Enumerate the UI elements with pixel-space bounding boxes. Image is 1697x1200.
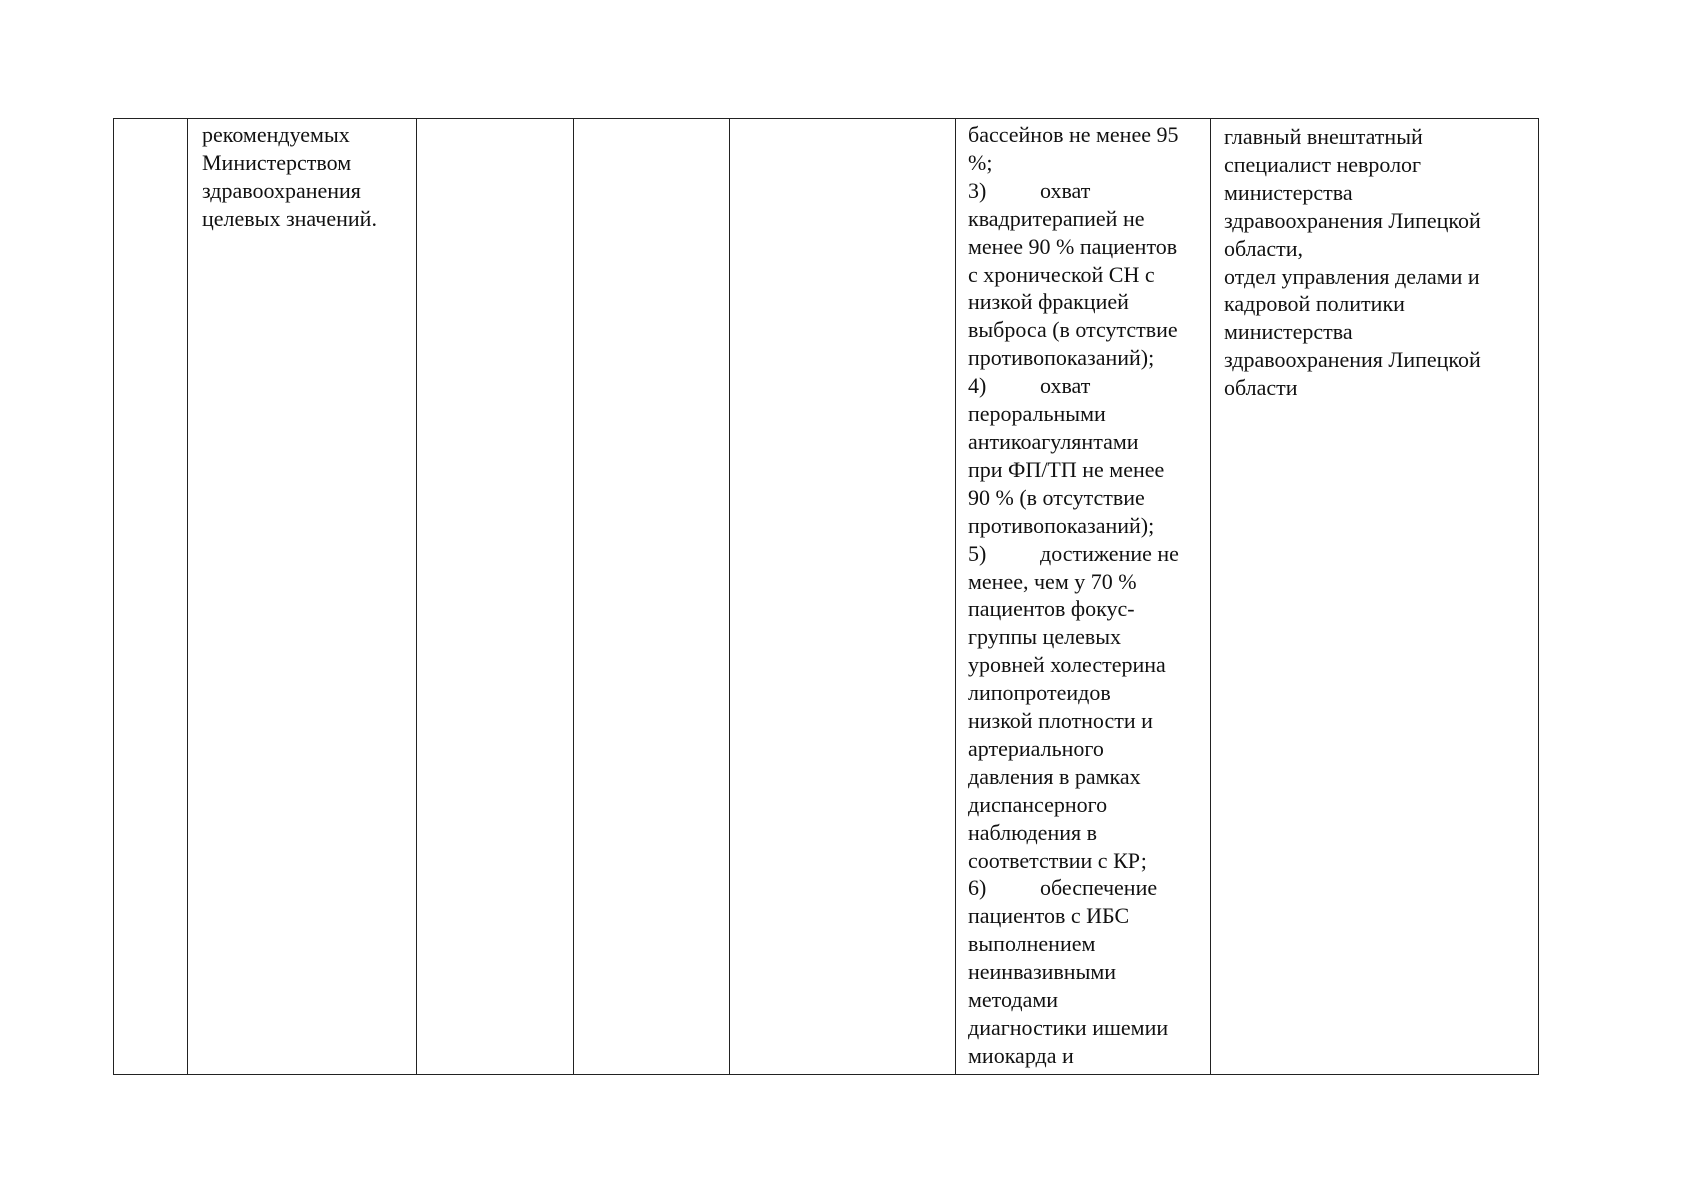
list-item-first-words: достижение не bbox=[1040, 540, 1179, 566]
text-line: 90 % (в отсутствие bbox=[968, 484, 1145, 510]
document-table bbox=[113, 118, 1539, 1075]
text-line: рекомендуемых bbox=[202, 122, 350, 147]
table-cell-responsible bbox=[1211, 119, 1539, 1075]
list-item-first-words: обеспечение bbox=[1040, 875, 1158, 901]
text-line: области bbox=[1224, 375, 1298, 401]
table-cell-empty-5 bbox=[730, 119, 956, 1075]
text-line: при ФП/ТП не менее bbox=[968, 456, 1165, 482]
target-values-text bbox=[188, 119, 416, 233]
text-line: неинвазивными bbox=[968, 959, 1117, 985]
responsible-text bbox=[1211, 119, 1538, 402]
text-line: методами bbox=[968, 987, 1059, 1013]
list-item-number: 4) bbox=[968, 373, 987, 399]
text-line: области, bbox=[1224, 235, 1304, 261]
text-line: с хронической СН с bbox=[968, 261, 1155, 287]
table-row bbox=[114, 119, 1539, 1075]
text-line: %; bbox=[968, 149, 993, 175]
text-line: пациентов фокус- bbox=[968, 596, 1135, 622]
text-line: выполнением bbox=[968, 931, 1096, 957]
text-line: бассейнов не менее 95 bbox=[968, 122, 1179, 147]
text-line: отдел управления делами и bbox=[1224, 263, 1480, 289]
text-line: давления в рамках bbox=[968, 763, 1141, 789]
indicators-text bbox=[956, 119, 1210, 1070]
text-line: менее, чем у 70 % bbox=[968, 568, 1137, 594]
list-item bbox=[968, 540, 1204, 568]
list-item-first-words: охват bbox=[1040, 177, 1091, 203]
text-line: антикоагулянтами bbox=[968, 428, 1139, 454]
text-line: специалист невролог bbox=[1224, 151, 1422, 177]
table-cell-number bbox=[114, 119, 188, 1075]
text-line: главный внештатный bbox=[1224, 124, 1423, 149]
text-line: целевых значений. bbox=[202, 205, 377, 231]
table-cell-empty-4 bbox=[574, 119, 730, 1075]
text-line: артериального bbox=[968, 735, 1104, 761]
text-line: миокарда и bbox=[968, 1042, 1074, 1068]
list-item-first-words: охват bbox=[1040, 373, 1091, 399]
table-cell-target-values bbox=[188, 119, 417, 1075]
text-line: министерства bbox=[1224, 319, 1353, 345]
text-line: пациентов с ИБС bbox=[968, 903, 1130, 929]
text-line: здравоохранения Липецкой bbox=[1224, 347, 1481, 373]
text-line: низкой плотности и bbox=[968, 708, 1153, 734]
list-item-number: 6) bbox=[968, 875, 987, 901]
text-line: министерства bbox=[1224, 179, 1353, 205]
list-item-number: 3) bbox=[968, 177, 987, 203]
text-line: липопротеидов bbox=[968, 680, 1111, 706]
list-item bbox=[968, 372, 1204, 400]
text-line: здравоохранения bbox=[202, 177, 361, 203]
list-item bbox=[968, 874, 1204, 902]
text-line: наблюдения в bbox=[968, 819, 1097, 845]
text-line: противопоказаний); bbox=[968, 345, 1155, 371]
list-item-number: 5) bbox=[968, 540, 987, 566]
text-line: группы целевых bbox=[968, 624, 1122, 650]
text-line: здравоохранения Липецкой bbox=[1224, 207, 1481, 233]
text-line: диспансерного bbox=[968, 791, 1108, 817]
text-line: уровней холестерина bbox=[968, 652, 1166, 678]
text-line: пероральными bbox=[968, 401, 1106, 427]
text-line: соответствии с КР; bbox=[968, 847, 1147, 873]
text-line: диагностики ишемии bbox=[968, 1015, 1169, 1040]
text-line: менее 90 % пациентов bbox=[968, 233, 1178, 259]
text-line: кадровой политики bbox=[1224, 291, 1405, 317]
list-item bbox=[968, 177, 1204, 205]
text-line: квадритерапией не bbox=[968, 205, 1145, 231]
table-cell-indicators bbox=[956, 119, 1211, 1075]
table-cell-empty-3 bbox=[417, 119, 574, 1075]
text-line: выброса (в отсутствие bbox=[968, 317, 1178, 343]
text-line: противопоказаний); bbox=[968, 512, 1155, 538]
text-line: Министерством bbox=[202, 149, 352, 175]
text-line: низкой фракцией bbox=[968, 289, 1129, 315]
